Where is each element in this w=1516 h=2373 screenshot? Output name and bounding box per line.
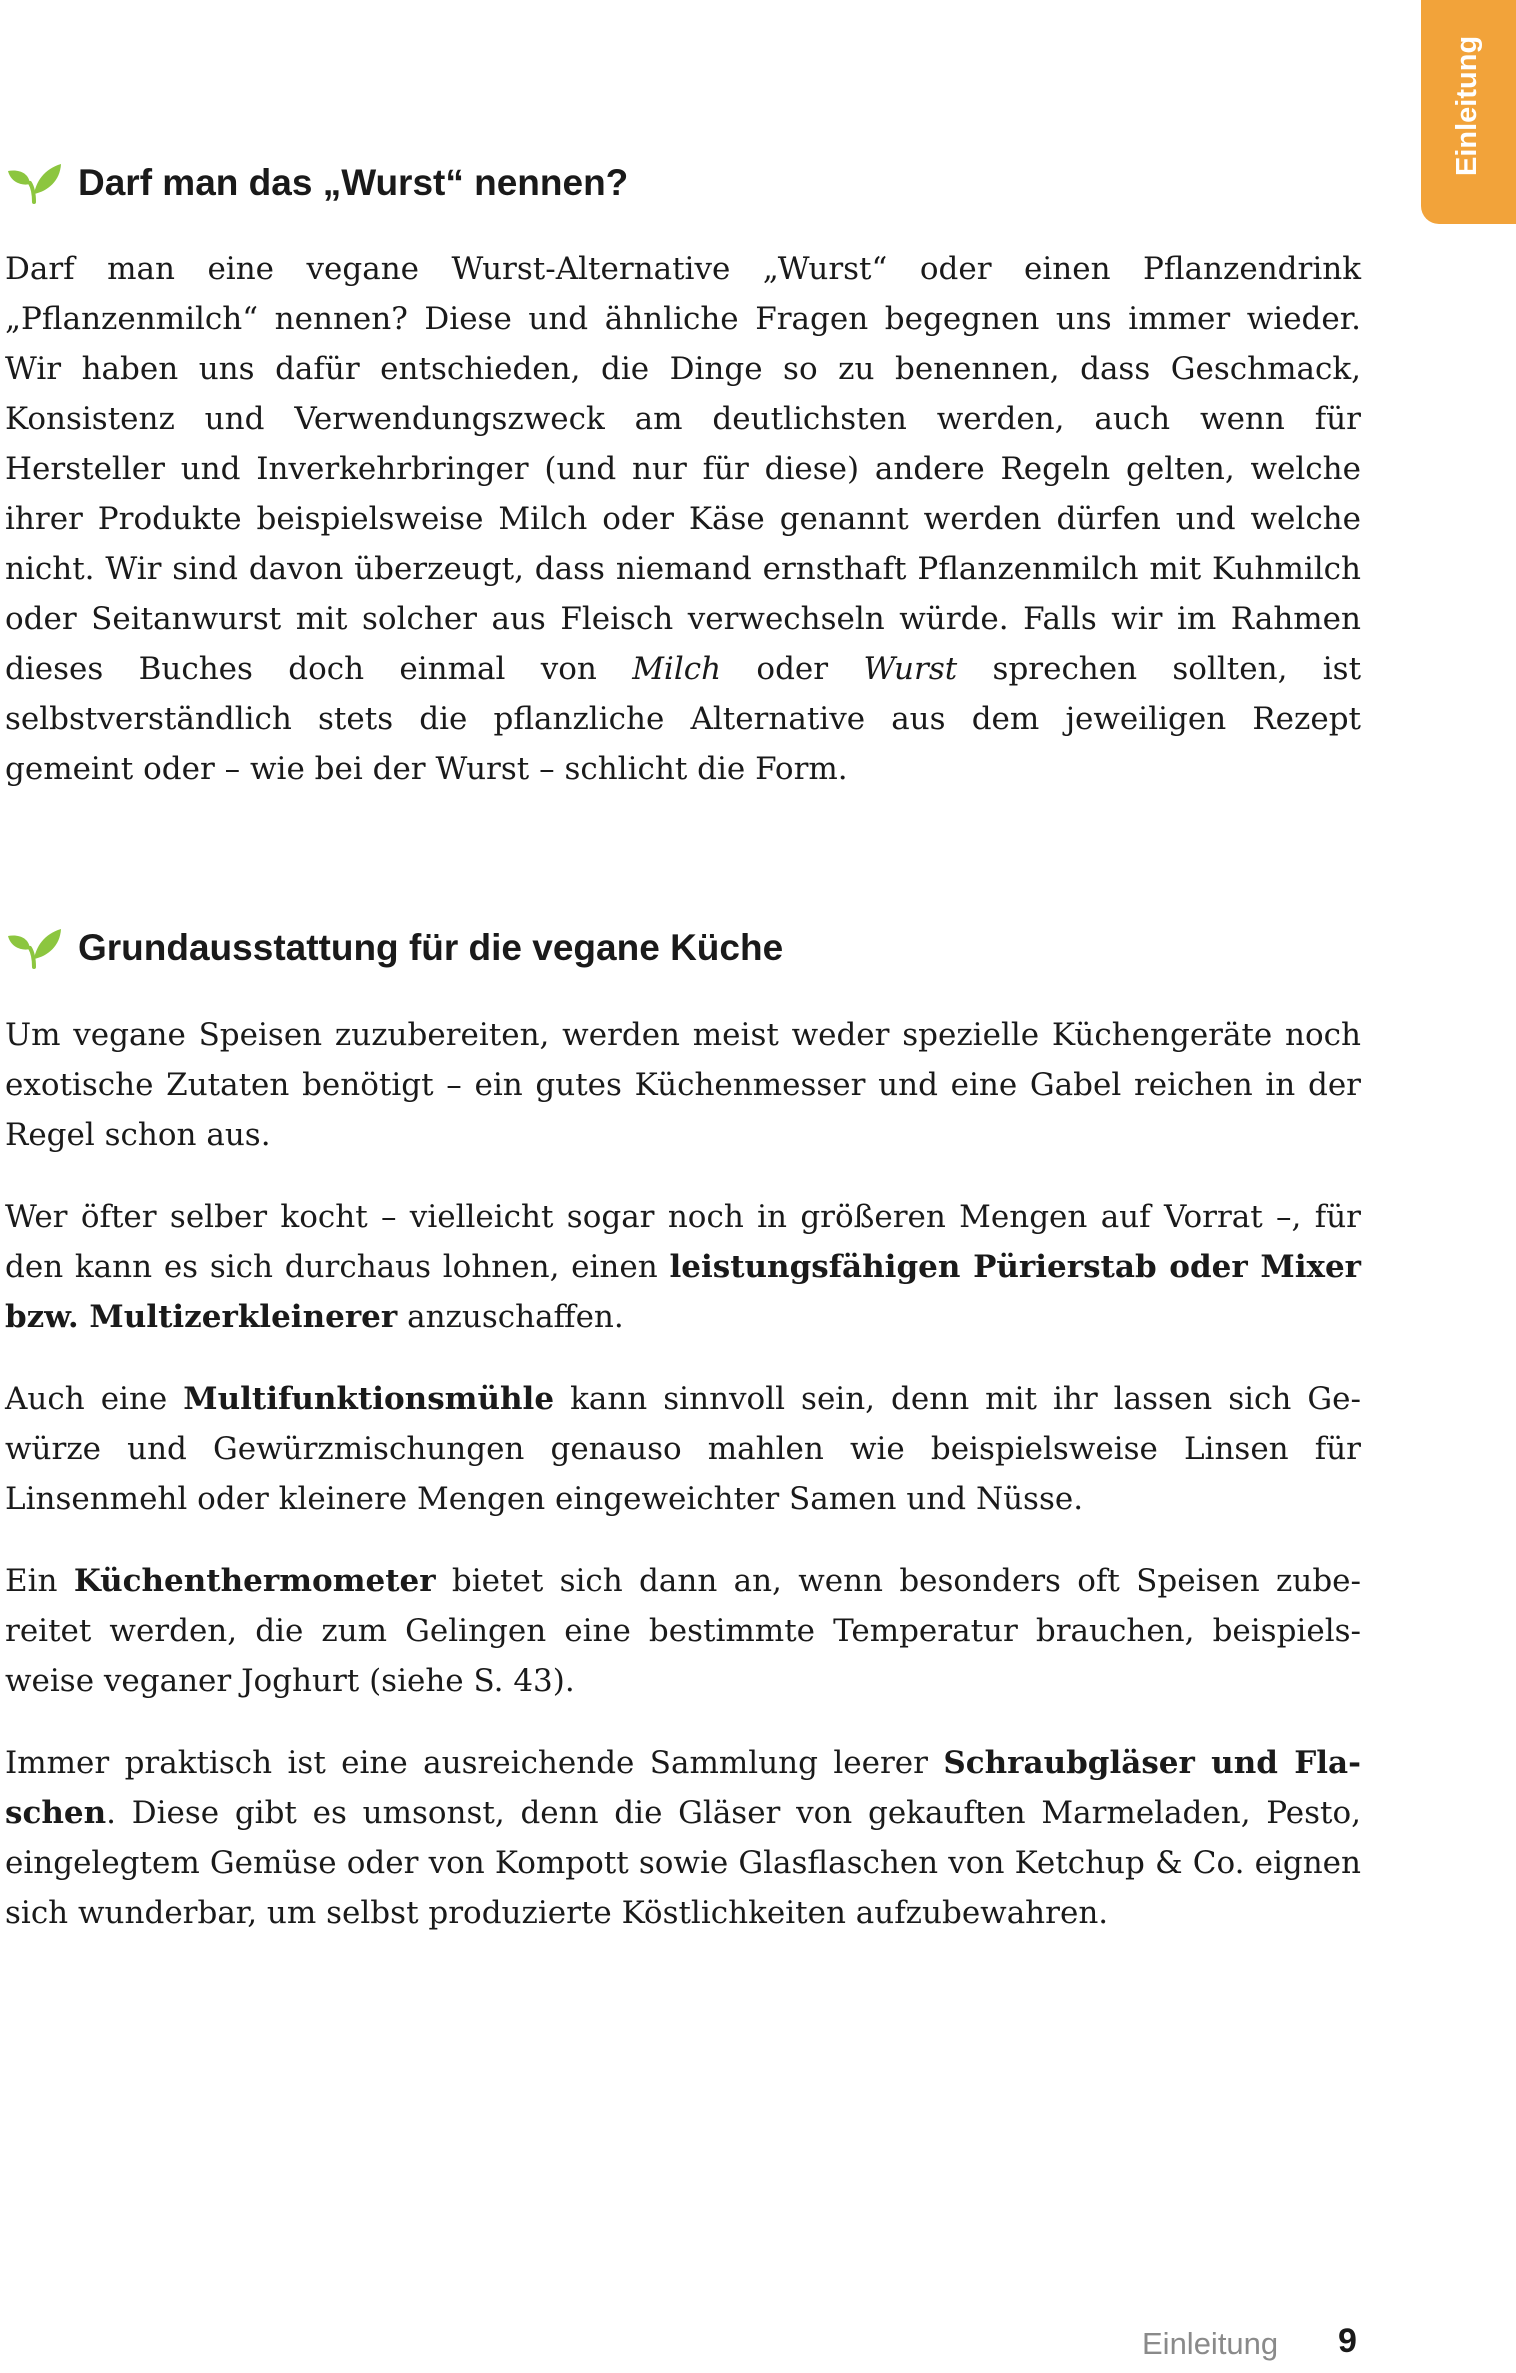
paragraph: Auch eine Multifunktionsmühle kann sinnvoll sein, denn mit ihr lassen sich Gewürze und Gewürzmischungen genauso mahlen wie beispielsweise Linsen für Linsenmehl oder kleinere Mengen eingeweichter Samen und Nüsse. (5, 1381, 1361, 1517)
page-number: 9 (1338, 2322, 1357, 2360)
sprout-icon (6, 160, 62, 204)
sprout-icon (6, 925, 62, 969)
section-heading-text: Darf man das „Wurst“ nennen? (78, 161, 629, 203)
paragraph: Wer öfter selber kocht – vielleicht sogar noch in größeren Mengen auf Vorrat –, für den kann es sich durchaus lohnen, einen leistungsfähigen Pürierstab oder Mixer bzw. Multizerkleinerer anzuschaffen. (5, 1199, 1362, 1335)
paragraph: Darf man eine vegane Wurst-Alternative „Wurst“ oder einen Pflanzendrink „Pflanzenmilch“ nennen? Diese und ähnliche Fragen begegnen uns immer wieder. Wir haben uns dafür entschieden, die Dinge so zu benennen, dass Geschmack, Konsistenz und Verwendungszweck am deutlichsten werden, auch wenn für Hersteller und Inverkehrbringer (und nur für diese) andere Regeln gelten, welche ihrer Produkte beispielsweise Milch oder Käse genannt werden dürfen und welche nicht. Wir sind davon überzeugt, dass niemand ernsthaft Pflanzenmilch mit Kuhmilch oder Seitanwurst mit solcher aus Fleisch verwechseln würde. Falls wir im Rahmen dieses Buches doch einmal von Milch oder Wurst sprechen sollten, ist selbstverständlich stets die pflanzliche Alternative aus dem jeweiligen Rezept gemeint oder – wie bei der Wurst – schlicht die Form. (5, 251, 1362, 787)
paragraph: Immer praktisch ist eine ausreichende Sammlung leerer Schraubgläser und Flaschen. Diese gibt es umsonst, denn die Gläser von gekauften Marmeladen, Pesto, eingelegtem Gemüse oder von Kompott sowie Glasflaschen von Ketchup & Co. eignen sich wunderbar, um selbst produzierte Köstlichkeiten aufzubewahren. (5, 1745, 1361, 1931)
chapter-tab-label: Einleitung (1451, 35, 1483, 176)
section-heading-1 (6, 160, 628, 204)
paragraph: Um vegane Speisen zuzubereiten, werden meist weder spezielle Küchengeräte noch exotische Zutaten benötigt – ein gutes Küchenmesser und eine Gabel reichen in der Regel schon aus. (5, 1017, 1361, 1153)
section-heading-2 (6, 925, 783, 969)
section-body-2 (5, 1010, 1361, 1970)
paragraph: Ein Küchenthermometer bietet sich dann an, wenn besonders oft Speisen zubereitet werden, die zum Gelingen eine bestimmte Temperatur brauchen, beispielsweise veganer Joghurt (siehe S. 43). (5, 1563, 1361, 1699)
section-body-1 (5, 244, 1361, 826)
section-heading-text: Grundausstattung für die vegane Küche (78, 926, 784, 968)
footer-chapter: Einleitung (1142, 2326, 1279, 2361)
